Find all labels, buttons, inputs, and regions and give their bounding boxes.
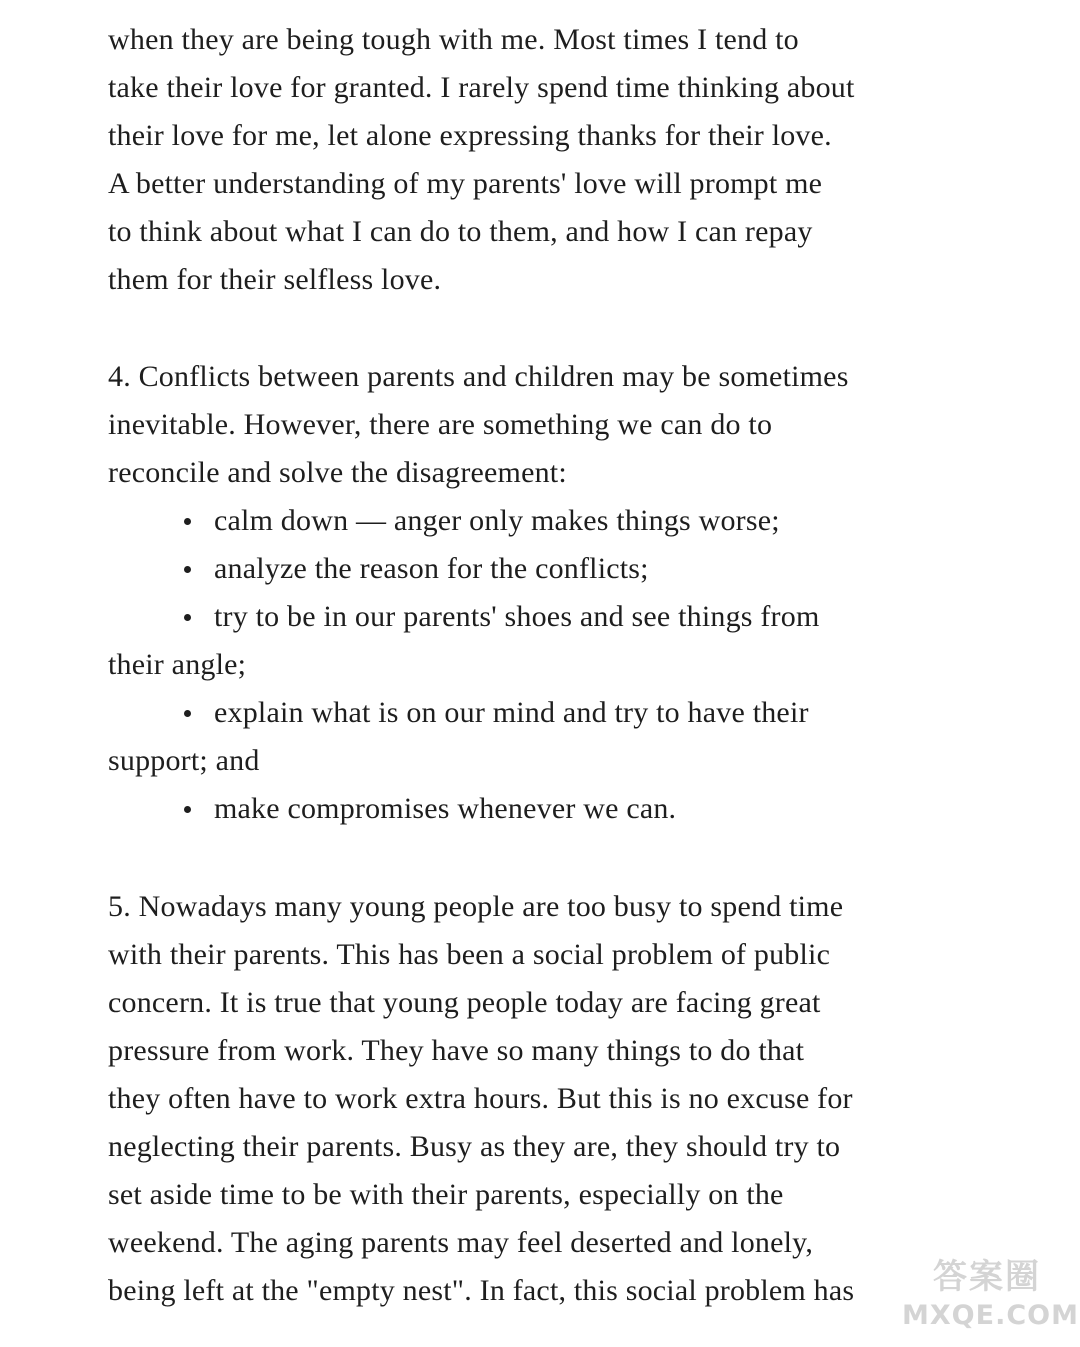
text-line: pressure from work. They have so many things to do that bbox=[108, 1034, 805, 1067]
text-line: when they are being tough with me. Most times I tend to bbox=[108, 23, 799, 56]
text-line: concern. It is true that young people today are facing great bbox=[108, 986, 821, 1019]
bullet-text: make compromises whenever we can. bbox=[214, 792, 677, 825]
bullet-continuation: their angle; bbox=[108, 648, 247, 681]
bullet-icon bbox=[184, 806, 191, 813]
text-line: take their love for granted. I rarely spend time thinking about bbox=[108, 71, 855, 104]
watermark-top-text: 答案圈 bbox=[933, 1257, 1041, 1297]
bullet-continuation: support; and bbox=[108, 744, 260, 777]
text-line: neglecting their parents. Busy as they are, they should try to bbox=[108, 1130, 841, 1163]
bullet-icon bbox=[184, 518, 191, 525]
text-line: being left at the "empty nest". In fact, this social problem has bbox=[108, 1274, 855, 1307]
bullet-text: try to be in our parents' shoes and see things from bbox=[214, 600, 820, 633]
watermark-bottom-text: MXQE.COM bbox=[902, 1300, 1079, 1331]
bullet-icon bbox=[184, 566, 191, 573]
text-line: with their parents. This has been a social problem of public bbox=[108, 938, 831, 971]
text-line: set aside time to be with their parents, especially on the bbox=[108, 1178, 784, 1211]
text-line: reconcile and solve the disagreement: bbox=[108, 456, 567, 489]
bullet-text: calm down — anger only makes things worse; bbox=[214, 504, 780, 537]
bullet-text: explain what is on our mind and try to have their bbox=[214, 696, 809, 729]
bullet-icon bbox=[184, 710, 191, 717]
text-line: to think about what I can do to them, and how I can repay bbox=[108, 215, 813, 248]
text-line: 5. Nowadays many young people are too busy to spend time bbox=[108, 890, 844, 923]
bullet-text: analyze the reason for the conflicts; bbox=[214, 552, 649, 585]
text-line: 4. Conflicts between parents and children may be sometimes bbox=[108, 360, 849, 393]
text-line: inevitable. However, there are something we can do to bbox=[108, 408, 773, 441]
watermark-logo bbox=[902, 1255, 1079, 1343]
text-line: A better understanding of my parents' love will prompt me bbox=[108, 167, 823, 200]
text-line: them for their selfless love. bbox=[108, 263, 442, 296]
text-line: weekend. The aging parents may feel deserted and lonely, bbox=[108, 1226, 814, 1259]
text-line: they often have to work extra hours. But this is no excuse for bbox=[108, 1082, 853, 1115]
text-line: their love for me, let alone expressing thanks for their love. bbox=[108, 119, 832, 152]
bullet-icon bbox=[184, 614, 191, 621]
